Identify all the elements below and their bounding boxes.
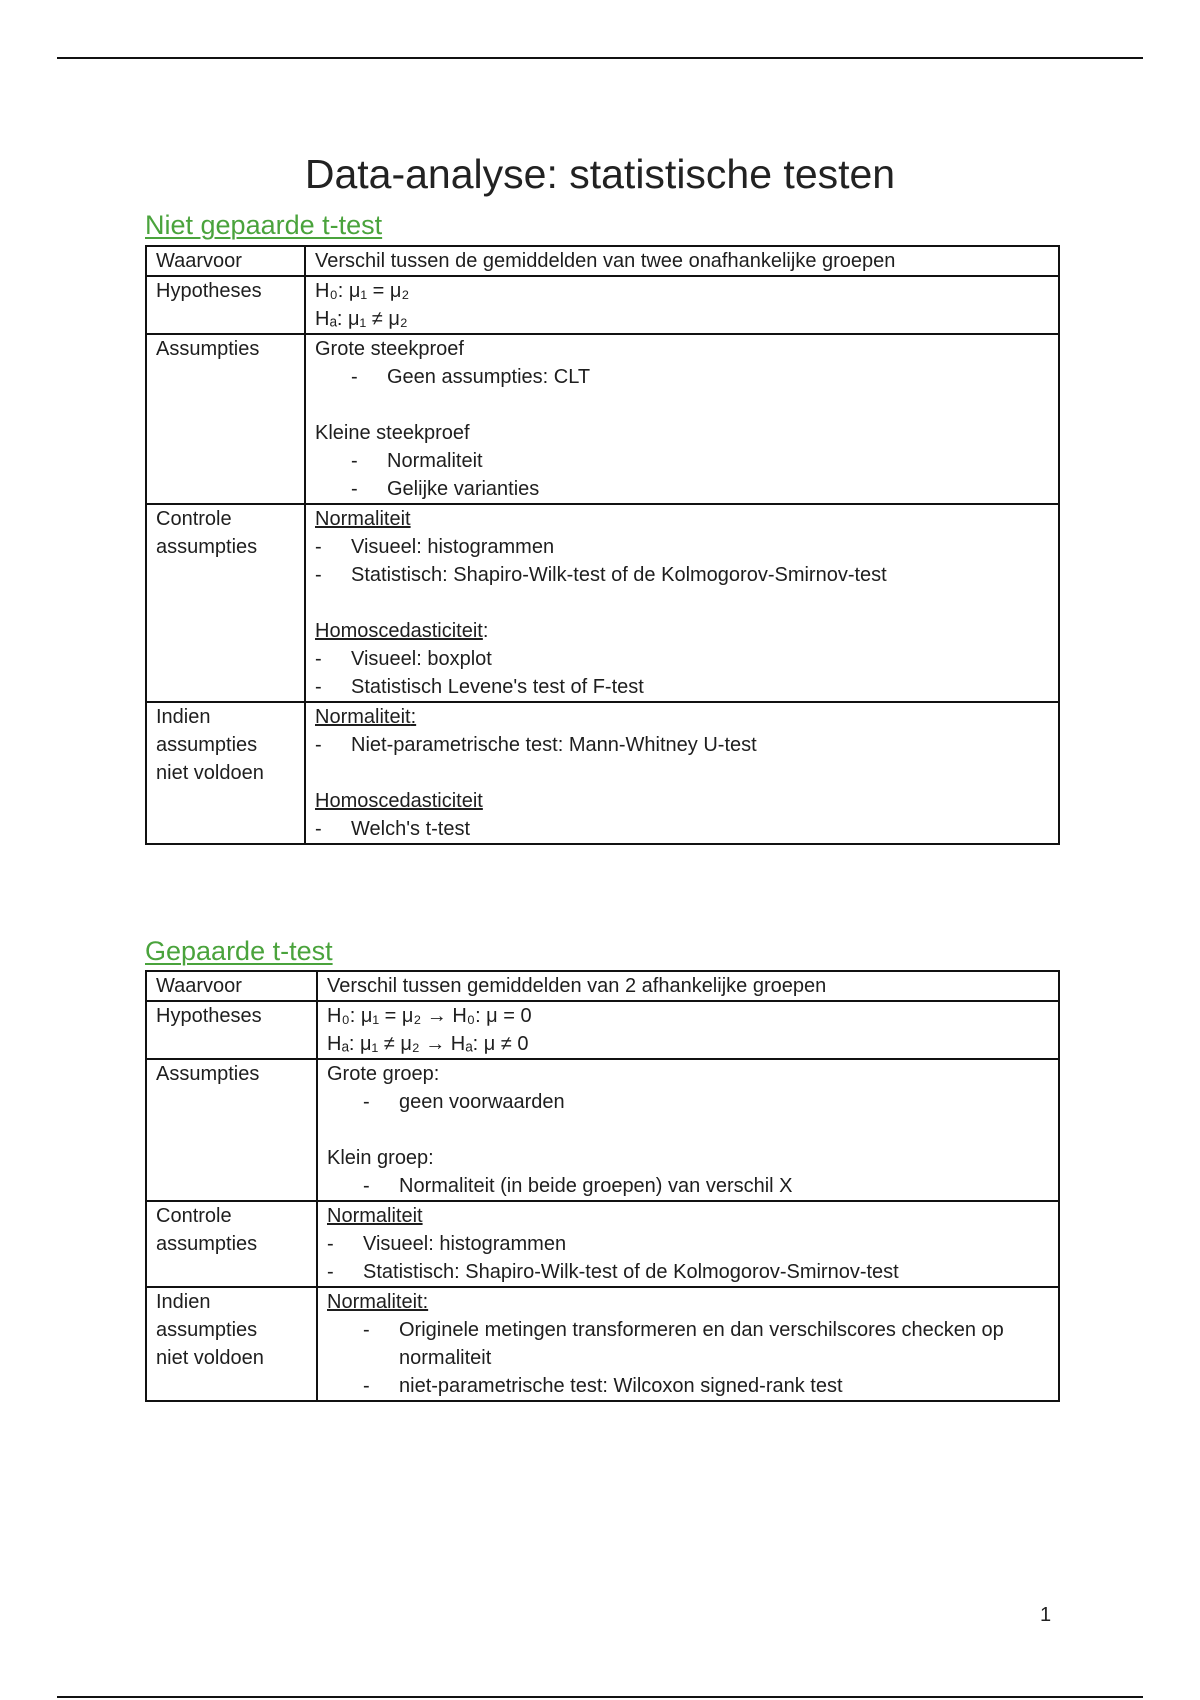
footer-rule <box>57 1696 1143 1698</box>
list-item: - Visueel: boxplot <box>315 645 1049 673</box>
bullet-dash: - <box>363 1319 370 1341</box>
bullet-dash: - <box>351 450 358 472</box>
list-heading: Grote groep: <box>327 1063 440 1085</box>
bullet-dash: - <box>315 536 322 558</box>
page-number: 1 <box>1040 1604 1052 1626</box>
list-heading: Kleine steekproef <box>315 422 470 444</box>
section-heading-gepaarde: Gepaarde t-test <box>145 936 333 966</box>
table-row-indien-niet-voldoen <box>146 1287 1059 1401</box>
header-rule <box>57 57 1143 59</box>
row-label: Waarvoor <box>146 246 305 276</box>
list-item: - Normaliteit <box>315 447 1049 475</box>
table-row-hypotheses <box>146 276 1059 334</box>
bullet-dash: - <box>315 676 322 698</box>
list-item: - Originele metingen transformeren en dan verschilscores checken op normaliteit <box>327 1316 1049 1372</box>
table-row-indien-niet-voldoen <box>146 702 1059 844</box>
list-item: - Statistisch Levene's test of F-test <box>315 673 1049 701</box>
list-heading: Normaliteit: <box>315 706 417 728</box>
row-content <box>317 1059 1059 1201</box>
row-content <box>305 334 1059 504</box>
row-label: Assumpties <box>146 1059 317 1201</box>
row-content <box>305 276 1059 334</box>
row-label: Hypotheses <box>146 276 305 334</box>
row-label: Indien assumpties niet voldoen <box>146 702 305 844</box>
bullet-dash: - <box>363 1175 370 1197</box>
bullet-dash: - <box>315 818 322 840</box>
bullet-dash: - <box>315 648 322 670</box>
bullet-dash: - <box>315 564 322 586</box>
list-item: - Welch's t-test <box>315 815 1049 843</box>
row-label: Waarvoor <box>146 971 317 1001</box>
list-heading: Grote steekproef <box>315 338 464 360</box>
table-row-hypotheses <box>146 1001 1059 1059</box>
list-item: - Niet-parametrische test: Mann-Whitney U-test <box>315 731 1049 759</box>
table-row-controle-assumpties <box>146 1201 1059 1287</box>
list-item: - Visueel: histogrammen <box>327 1230 1049 1258</box>
row-label: Assumpties <box>146 334 305 504</box>
list-item: - Geen assumpties: CLT <box>315 363 1049 391</box>
list-heading: Normaliteit: <box>327 1291 429 1313</box>
table-row-waarvoor <box>146 246 1059 276</box>
bullet-dash: - <box>351 478 358 500</box>
row-content <box>317 1001 1059 1059</box>
list-heading: Homoscedasticiteit <box>315 790 483 812</box>
alternative-hypothesis: Hₐ: μ₁ ≠ μ₂ → Hₐ: μ ≠ 0 <box>327 1033 529 1055</box>
row-content <box>317 1287 1059 1401</box>
row-content <box>305 504 1059 702</box>
row-label: Indien assumpties niet voldoen <box>146 1287 317 1401</box>
table-row-controle-assumpties <box>146 504 1059 702</box>
row-content: Verschil tussen gemiddelden van 2 afhankelijke groepen <box>317 971 1059 1001</box>
section-heading-niet-gepaarde: Niet gepaarde t-test <box>145 210 383 240</box>
list-item: - Visueel: histogrammen <box>315 533 1049 561</box>
list-heading: Normaliteit <box>315 508 411 530</box>
row-label: Hypotheses <box>146 1001 317 1059</box>
bullet-dash: - <box>363 1091 370 1113</box>
bullet-dash: - <box>327 1233 334 1255</box>
list-heading: Normaliteit <box>327 1205 423 1227</box>
list-item: - geen voorwaarden <box>327 1088 1049 1116</box>
list-item: - Statistisch: Shapiro-Wilk-test of de Kolmogorov-Smirnov-test <box>327 1258 1049 1286</box>
list-item: - Normaliteit (in beide groepen) van verschil X <box>327 1172 1049 1200</box>
list-heading: Homoscedasticiteit: <box>315 620 489 642</box>
bullet-dash: - <box>315 734 322 756</box>
row-label: Controle assumpties <box>146 1201 317 1287</box>
list-item: - Statistisch: Shapiro-Wilk-test of de Kolmogorov-Smirnov-test <box>315 561 1049 589</box>
list-item: - Gelijke varianties <box>315 475 1049 503</box>
bullet-dash: - <box>327 1261 334 1283</box>
table-niet-gepaarde-t-test <box>145 245 1060 845</box>
row-content <box>317 1201 1059 1287</box>
null-hypothesis: H₀: μ₁ = μ₂ → H₀: μ = 0 <box>327 1005 532 1027</box>
alternative-hypothesis: Hₐ: μ₁ ≠ μ₂ <box>315 308 408 330</box>
row-content: Verschil tussen de gemiddelden van twee onafhankelijke groepen <box>305 246 1059 276</box>
row-label: Controle assumpties <box>146 504 305 702</box>
bullet-dash: - <box>363 1375 370 1397</box>
null-hypothesis: H₀: μ₁ = μ₂ <box>315 280 410 302</box>
table-gepaarde-t-test <box>145 970 1060 1402</box>
list-heading: Klein groep: <box>327 1147 434 1169</box>
list-item: - niet-parametrische test: Wilcoxon signed-rank test <box>327 1372 1049 1400</box>
row-content <box>305 702 1059 844</box>
table-row-assumpties <box>146 1059 1059 1201</box>
table-row-waarvoor <box>146 971 1059 1001</box>
table-row-assumpties <box>146 334 1059 504</box>
bullet-dash: - <box>351 366 358 388</box>
page-title: Data-analyse: statistische testen <box>304 151 896 197</box>
